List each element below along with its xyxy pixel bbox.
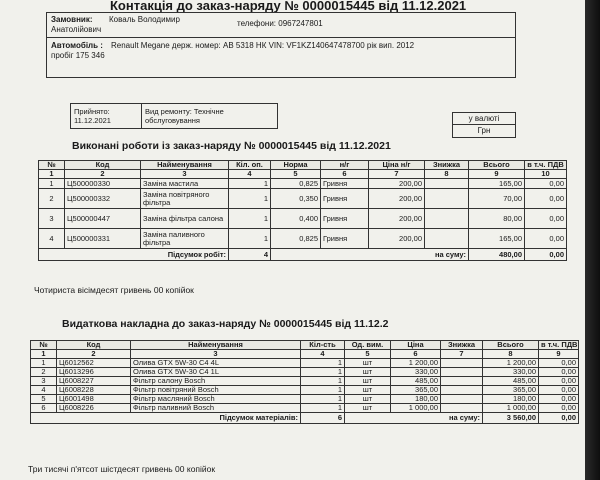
materials-total-vat: 0,00	[539, 413, 579, 424]
works-total-in-words: Чотириста вісімдесят гривень 00 копійок	[34, 285, 194, 295]
works-colnum-row	[39, 170, 567, 179]
row-number: 3	[39, 209, 65, 229]
row-code: Ц500000330	[65, 179, 141, 189]
row-vat: 0,00	[525, 189, 567, 209]
row-number: 5	[31, 395, 57, 404]
row-unit: шт	[345, 395, 391, 404]
row-qty: 1	[301, 395, 345, 404]
colnum: 8	[483, 350, 539, 359]
works-total-sum: 480,00	[469, 249, 525, 261]
colnum: 2	[65, 170, 141, 179]
row-code: Ц500000332	[65, 189, 141, 209]
repair-type-value: обслуговування	[145, 116, 200, 125]
row-discount	[441, 386, 483, 395]
works-sum-label: на суму:	[271, 249, 469, 261]
row-price: 1 000,00	[391, 404, 441, 413]
row-qty: 1	[229, 189, 271, 209]
row-total: 70,00	[469, 189, 525, 209]
row-vat: 0,00	[539, 377, 579, 386]
works-header-row	[39, 161, 567, 170]
row-price: 200,00	[369, 229, 425, 249]
row-name: Фільтр салону Bosch	[131, 377, 301, 386]
row-unit: шт	[345, 359, 391, 368]
row-total: 80,00	[469, 209, 525, 229]
row-qty: 1	[229, 179, 271, 189]
row-vat: 0,00	[539, 395, 579, 404]
row-norm: 0,825	[271, 179, 321, 189]
works-total-vat: 0,00	[525, 249, 567, 261]
currency-value: Грн	[477, 126, 491, 135]
client-info-box	[46, 12, 516, 78]
table-row	[31, 368, 579, 377]
row-number: 3	[31, 377, 57, 386]
row-code: Ц6013296	[57, 368, 131, 377]
row-discount	[425, 179, 469, 189]
row-unit: Гривня	[321, 229, 369, 249]
row-unit: шт	[345, 404, 391, 413]
row-qty: 1	[229, 209, 271, 229]
row-name: Фільтр паливний Bosch	[131, 404, 301, 413]
row-norm: 0,825	[271, 229, 321, 249]
colnum: 1	[39, 170, 65, 179]
row-number: 4	[31, 386, 57, 395]
materials-total-row	[31, 413, 579, 424]
works-total-row	[39, 249, 567, 261]
row-total: 1 000,00	[483, 404, 539, 413]
works-col-norm: Норма	[271, 161, 321, 170]
accepted-date: 11.12.2021	[74, 116, 111, 125]
row-code: Ц6008226	[57, 404, 131, 413]
row-vat: 0,00	[525, 179, 567, 189]
row-number: 6	[31, 404, 57, 413]
row-qty: 1	[301, 404, 345, 413]
row-discount	[441, 395, 483, 404]
row-total: 485,00	[483, 377, 539, 386]
row-number: 2	[31, 368, 57, 377]
row-code: Ц6008227	[57, 377, 131, 386]
row-name: Заміна паливного фільтра	[141, 229, 229, 249]
works-col-code: Код	[65, 161, 141, 170]
row-vat: 0,00	[539, 404, 579, 413]
table-row	[39, 179, 567, 189]
car-mileage: пробіг 175 346	[51, 51, 105, 60]
row-code: Ц500000447	[65, 209, 141, 229]
row-norm: 0,400	[271, 209, 321, 229]
row-unit: шт	[345, 386, 391, 395]
row-qty: 1	[229, 229, 271, 249]
materials-col-n: №	[31, 341, 57, 350]
row-price: 365,00	[391, 386, 441, 395]
client-divider	[47, 37, 515, 38]
row-code: Ц6012562	[57, 359, 131, 368]
colnum: 7	[441, 350, 483, 359]
row-vat: 0,00	[539, 359, 579, 368]
materials-title: Видаткова накладна до заказ-наряду № 0000015445 від 11.12.2	[62, 318, 389, 330]
colnum: 3	[131, 350, 301, 359]
row-total: 1 200,00	[483, 359, 539, 368]
row-total: 165,00	[469, 179, 525, 189]
materials-table	[30, 340, 579, 424]
row-name: Заміна мастила	[141, 179, 229, 189]
row-price: 1 200,00	[391, 359, 441, 368]
customer-name-line1: Коваль Володимир	[109, 15, 180, 24]
row-total: 365,00	[483, 386, 539, 395]
row-number: 4	[39, 229, 65, 249]
works-total-qty: 4	[229, 249, 271, 261]
currency-box	[452, 112, 516, 138]
colnum: 5	[345, 350, 391, 359]
row-vat: 0,00	[539, 368, 579, 377]
materials-total-in-words: Три тисячі п'ятсот шістдесят гривень 00 копійок	[28, 464, 216, 474]
colnum: 3	[141, 170, 229, 179]
background-edge	[585, 0, 600, 480]
repair-type-label: Вид ремонту: Технічне	[145, 107, 224, 116]
row-qty: 1	[301, 368, 345, 377]
colnum: 10	[525, 170, 567, 179]
row-discount	[441, 368, 483, 377]
colnum: 1	[31, 350, 57, 359]
row-discount	[425, 229, 469, 249]
materials-col-name: Найменування	[131, 341, 301, 350]
row-unit: Гривня	[321, 209, 369, 229]
works-total-label: Підсумок робіт:	[39, 249, 229, 261]
works-col-n: №	[39, 161, 65, 170]
row-price: 200,00	[369, 179, 425, 189]
row-discount	[441, 359, 483, 368]
row-discount	[441, 377, 483, 386]
colnum: 9	[469, 170, 525, 179]
car-info: Renault Megane держ. номер: АВ 5318 НК VIN: VF1KZ140647478700 рік вип. 2012	[111, 41, 415, 50]
table-row	[31, 377, 579, 386]
row-name: Олива GTX 5W-30 C4 4L	[131, 359, 301, 368]
row-name: Олива GTX 5W-30 C4 1L	[131, 368, 301, 377]
row-unit: шт	[345, 377, 391, 386]
works-col-qty: Кіл. оп.	[229, 161, 271, 170]
works-col-unit: н/г	[321, 161, 369, 170]
works-col-name: Найменування	[141, 161, 229, 170]
row-total: 165,00	[469, 229, 525, 249]
row-number: 1	[39, 179, 65, 189]
row-qty: 1	[301, 386, 345, 395]
table-row	[31, 359, 579, 368]
row-unit: Гривня	[321, 189, 369, 209]
materials-colnum-row	[31, 350, 579, 359]
acceptance-box	[70, 103, 278, 129]
row-discount	[425, 209, 469, 229]
row-name: Заміна повітряного фільтра	[141, 189, 229, 209]
colnum: 9	[539, 350, 579, 359]
table-row	[39, 229, 567, 249]
colnum: 4	[301, 350, 345, 359]
works-col-vat: в т.ч. ПДВ	[525, 161, 567, 170]
works-col-total: Всього	[469, 161, 525, 170]
materials-col-price: Ціна	[391, 341, 441, 350]
materials-col-qty: Кіл-сть	[301, 341, 345, 350]
acceptance-divider	[141, 104, 142, 128]
row-norm: 0,350	[271, 189, 321, 209]
materials-total-qty: 6	[301, 413, 345, 424]
table-row	[39, 189, 567, 209]
row-unit: Гривня	[321, 179, 369, 189]
car-label: Автомобіль :	[51, 41, 103, 50]
works-title: Виконані роботи із заказ-наряду № 0000015445 від 11.12.2021	[72, 140, 391, 152]
materials-total-label: Підсумок матеріалів:	[31, 413, 301, 424]
colnum: 5	[271, 170, 321, 179]
document-title: Контакція до заказ-наряду № 0000015445 від 11.12.2021	[110, 0, 467, 13]
row-unit: шт	[345, 368, 391, 377]
works-col-discount: Знижка	[425, 161, 469, 170]
customer-phone: телефони: 0967247801	[237, 19, 323, 28]
row-code: Ц6008228	[57, 386, 131, 395]
row-price: 200,00	[369, 209, 425, 229]
row-discount	[441, 404, 483, 413]
table-row	[39, 209, 567, 229]
works-table	[38, 160, 567, 261]
row-code: Ц500000331	[65, 229, 141, 249]
row-name: Фільтр масляний Bosch	[131, 395, 301, 404]
materials-col-total: Всього	[483, 341, 539, 350]
row-code: Ц6001498	[57, 395, 131, 404]
row-qty: 1	[301, 377, 345, 386]
materials-header-row	[31, 341, 579, 350]
row-vat: 0,00	[525, 229, 567, 249]
materials-total-sum: 3 560,00	[483, 413, 539, 424]
customer-label: Замовник:	[51, 15, 93, 24]
row-number: 2	[39, 189, 65, 209]
row-number: 1	[31, 359, 57, 368]
colnum: 6	[321, 170, 369, 179]
row-total: 180,00	[483, 395, 539, 404]
row-price: 485,00	[391, 377, 441, 386]
table-row	[31, 404, 579, 413]
materials-col-code: Код	[57, 341, 131, 350]
row-price: 330,00	[391, 368, 441, 377]
row-price: 200,00	[369, 189, 425, 209]
materials-sum-label: на суму:	[345, 413, 483, 424]
row-qty: 1	[301, 359, 345, 368]
row-vat: 0,00	[525, 209, 567, 229]
materials-col-vat: в т.ч. ПДВ	[539, 341, 579, 350]
row-name: Фільтр повітряний Bosch	[131, 386, 301, 395]
works-col-price: Ціна н/г	[369, 161, 425, 170]
materials-col-discount: Знижка	[441, 341, 483, 350]
row-discount	[425, 189, 469, 209]
colnum: 8	[425, 170, 469, 179]
row-price: 180,00	[391, 395, 441, 404]
table-row	[31, 386, 579, 395]
row-vat: 0,00	[539, 386, 579, 395]
row-name: Заміна фільтра салона	[141, 209, 229, 229]
table-row	[31, 395, 579, 404]
customer-name-line2: Анатолійович	[51, 25, 102, 34]
colnum: 4	[229, 170, 271, 179]
accepted-label: Прийнято:	[74, 107, 110, 116]
colnum: 6	[391, 350, 441, 359]
colnum: 2	[57, 350, 131, 359]
colnum: 7	[369, 170, 425, 179]
row-total: 330,00	[483, 368, 539, 377]
materials-col-unit: Од. вим.	[345, 341, 391, 350]
currency-label: у валюті	[453, 113, 515, 125]
